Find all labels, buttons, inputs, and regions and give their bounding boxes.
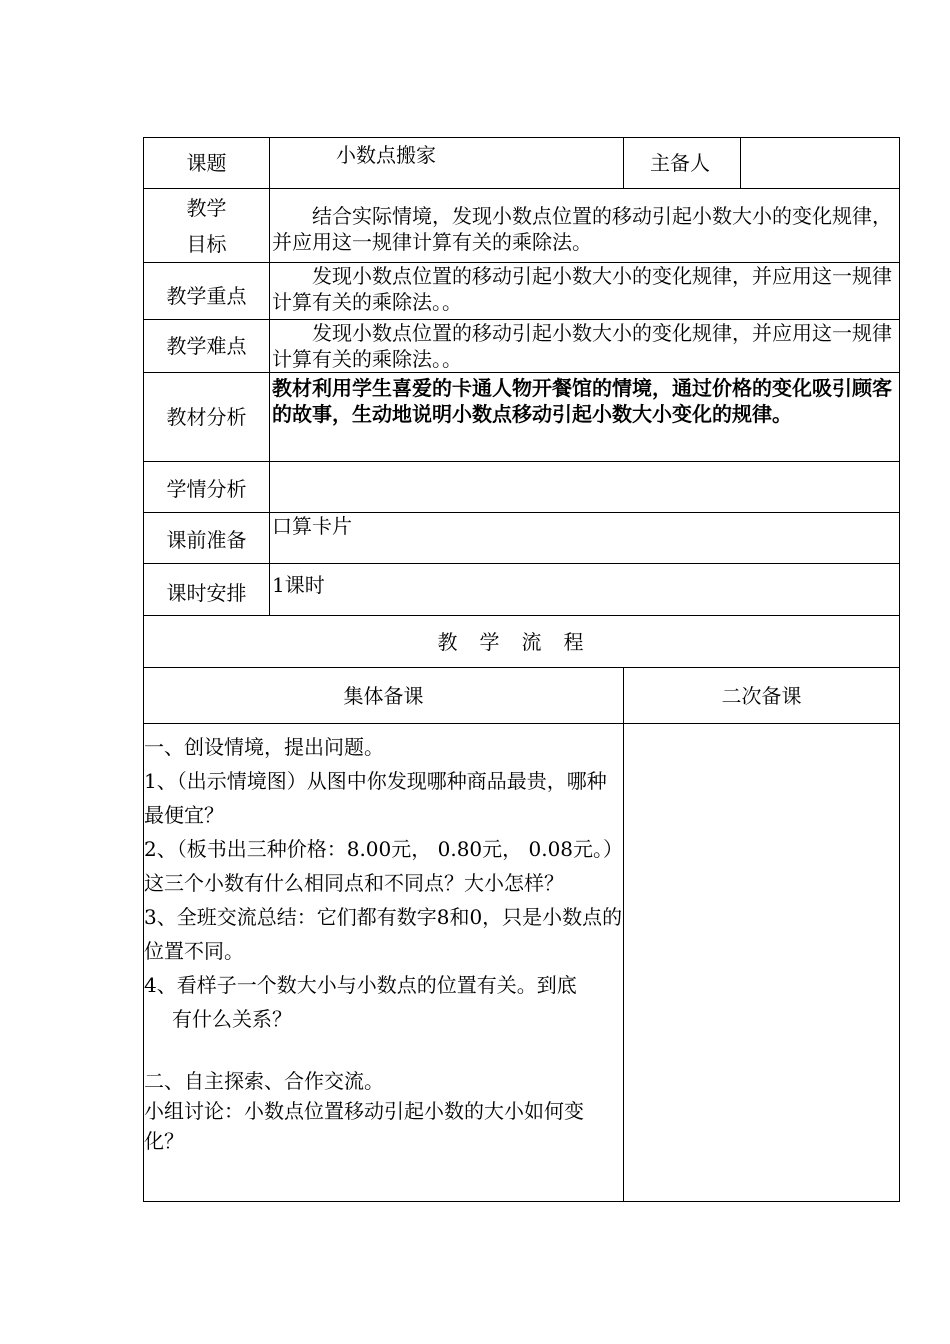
goal-label-line-2: 目标 — [186, 231, 227, 256]
flow-line: 4、看样子一个数大小与小数点的位置有关。到底 — [144, 973, 577, 997]
difficulty-row — [144, 320, 900, 373]
prep-row — [144, 513, 900, 564]
time-label: 课时安排 — [144, 564, 270, 616]
student-row — [144, 462, 900, 513]
student-text — [270, 462, 900, 513]
goal-row — [144, 189, 900, 263]
secondary-prep-header: 二次备课 — [624, 668, 900, 724]
material-text: 教材利用学生喜爱的卡通人物开餐馆的情境，通过价格的变化吸引顾客的故事，生动地说明小数点移动引起小数大小变化的规律。 — [270, 373, 900, 462]
difficulty-label: 教学难点 — [144, 320, 270, 373]
flow-title: 教学流程 — [144, 616, 900, 668]
time-text: 1课时 — [270, 564, 900, 616]
flow-title-row — [144, 616, 900, 668]
key-point-row — [144, 263, 900, 320]
preparer-label: 主备人 — [624, 138, 741, 189]
goal-text: 结合实际情境，发现小数点位置的移动引起小数大小的变化规律，并应用这一规律计算有关的乘除法。 — [270, 189, 900, 263]
flow-line: 有什么关系？ — [172, 1007, 292, 1031]
flow-line: 一、创设情境，提出问题。 — [144, 735, 384, 759]
difficulty-text: 发现小数点位置的移动引起小数大小的变化规律，并应用这一规律计算有关的乘除法。。 — [270, 320, 900, 373]
prep-text: 口算卡片 — [270, 513, 900, 564]
time-row — [144, 564, 900, 616]
key-point-label: 教学重点 — [144, 263, 270, 320]
key-point-text: 发现小数点位置的移动引起小数大小的变化规律，并应用这一规律计算有关的乘除法。。 — [270, 263, 900, 320]
flow-line: 小组讨论：小数点位置移动引起小数的大小如何变化？ — [144, 1099, 584, 1153]
topic-row — [144, 138, 900, 189]
material-row — [144, 373, 900, 462]
topic-label: 课题 — [144, 138, 270, 189]
goal-label-line-1: 教学 — [186, 195, 227, 220]
collective-prep-header: 集体备课 — [144, 668, 624, 724]
flow-line: 3、全班交流总结：它们都有数字8和0，只是小数点的位置不同。 — [144, 905, 623, 963]
flow-line: 2、（板书出三种价格：8.00元， 0.80元， 0.08元。）这三个小数有什么相同点和不同点？大小怎样？ — [144, 837, 614, 895]
preparer-value — [741, 138, 900, 189]
student-label: 学情分析 — [144, 462, 270, 513]
prep-label: 课前准备 — [144, 513, 270, 564]
secondary-prep-content — [624, 724, 900, 1202]
material-label: 教材分析 — [144, 373, 270, 462]
topic-value: 小数点搬家 — [270, 138, 624, 189]
flow-line: 1、（出示情境图）从图中你发现哪种商品最贵，哪种最便宜？ — [144, 769, 607, 827]
flow-line: 二、自主探索、合作交流。 — [144, 1069, 384, 1093]
flow-content-row — [144, 724, 900, 1202]
flow-header-row — [144, 668, 900, 724]
lesson-plan-table — [143, 137, 900, 1202]
goal-label — [144, 189, 270, 263]
flow-spacer — [144, 1036, 623, 1066]
collective-prep-content — [144, 724, 624, 1202]
